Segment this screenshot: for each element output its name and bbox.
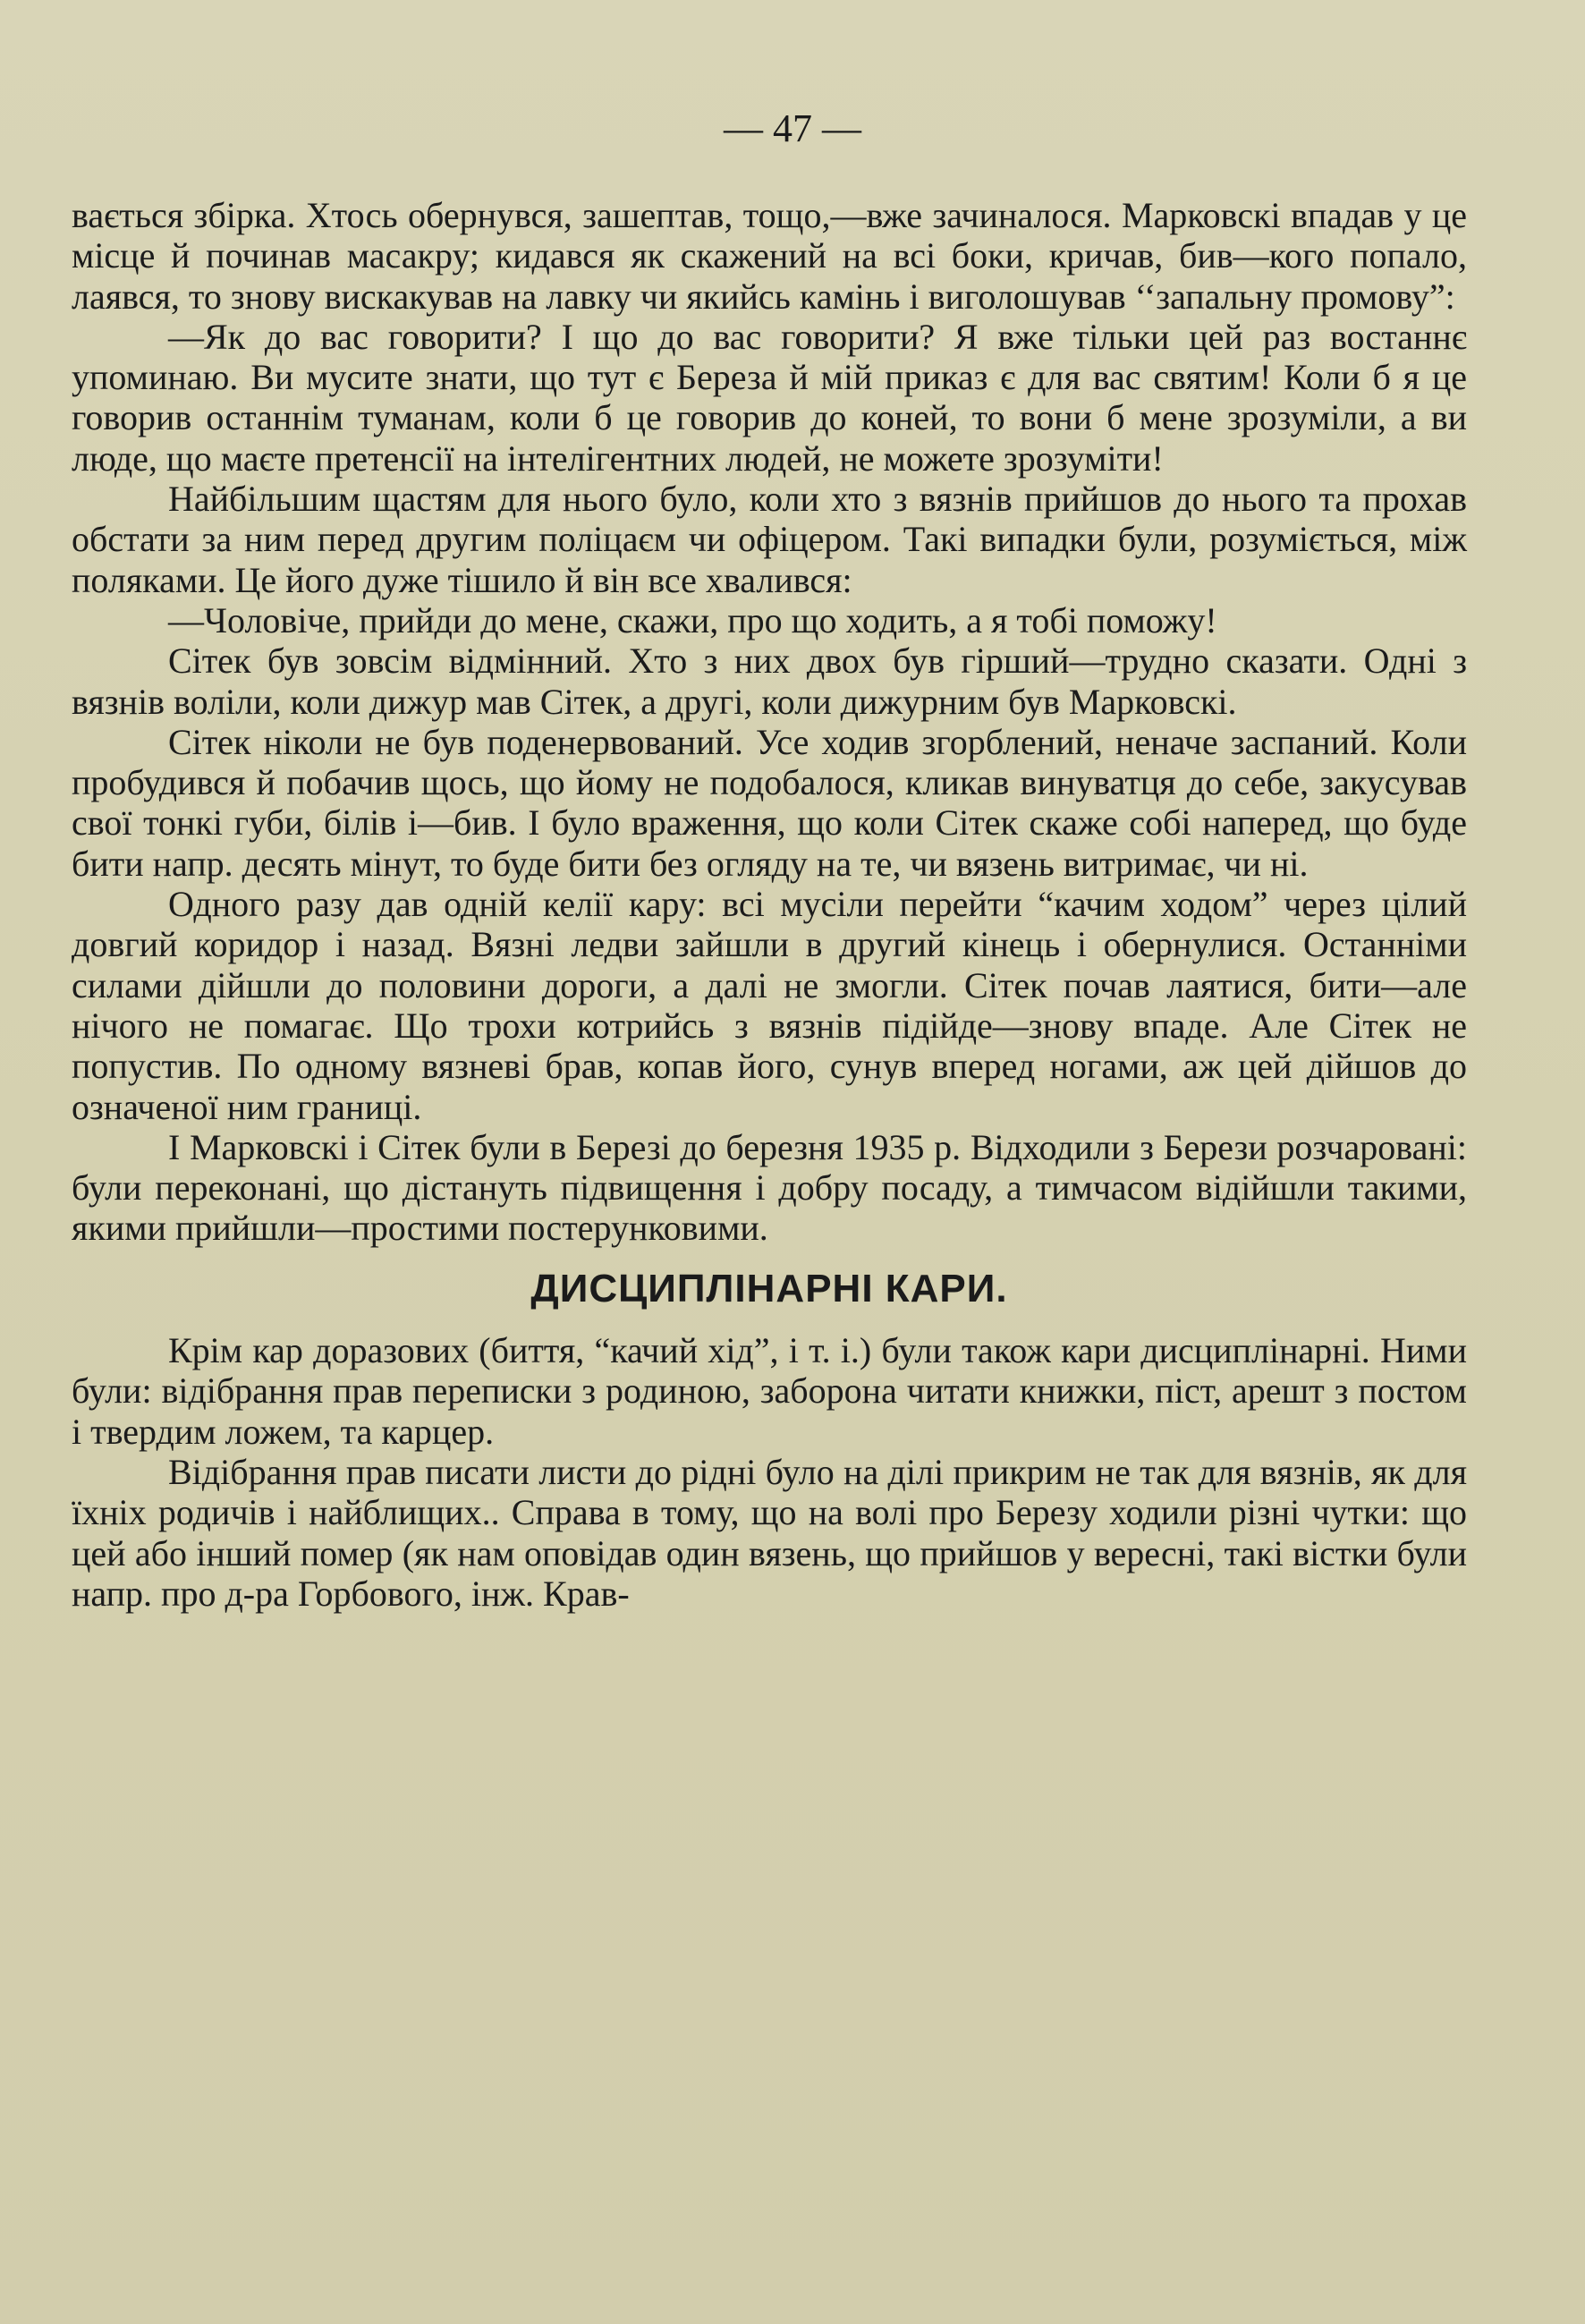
section-heading: ДИСЦИПЛІНАРНІ КАРИ. <box>530 1266 1008 1310</box>
paragraph: —Чоловіче, прийди до мене, скажи, про що ходить, а я тобі поможу! <box>168 599 1217 640</box>
paragraph: Відібрання прав писати листи до рідні було на ділі прикрим не так для вязнів, як для їхніх родичів і найблищих.. Справа в тому, що на волі про Березу ходили різні чутки: що цей або інший помер (як нам оповідав один вязень, що прийшов у вересні, такі вістки були напр. про д-ра Горбового, інж. Крав- <box>72 1451 1467 1614</box>
paragraph: І Марковскі і Сітек були в Березі до березня 1935 р. Відходили з Берези розчаровані: були переконані, що дістануть підвищення і добру посаду, а тимчасом відійшли такими, якими прийшли—простими постерунковими. <box>72 1126 1467 1249</box>
paragraph: —Як до вас говорити? І що до вас говорити? Я вже тільки цей раз востаннє упоминаю. Ви мусите знати, що тут є Береза й мій приказ є для вас святим! Коли б я це говорив останнім туманам, коли б це говорив до коней, то вони б мене зрозуміли, а ви люде, що маєте претенсії на інтелігентних людей, не можете зрозуміти! <box>72 316 1467 479</box>
page-number: — 47 — <box>724 106 861 150</box>
paragraph: Сітек ніколи не був поденервований. Усе ходив згорблений, неначе заспаний. Коли пробудився й побачив щось, що йому не подобалося, кликав винуватця до себе, закусував свої тонкі губи, білів і—бив. І було враження, що коли Сітек скаже собі наперед, що буде бити напр. десять мінут, то буде бити без огляду на те, чи вязень витримає, чи ні. <box>72 721 1467 884</box>
paragraph: Одного разу дав одній келії кару: всі мусіли перейти “качим ходом” через цілий довгий коридор і назад. Вязні ледви зайшли в другий кінець і обернулися. Останніми силами дійшли до половини дороги, а далі не змогли. Сітек почав лаятися, бити—але нічого не помагає. Що трохи котрийсь з вязнів підійде—знову впаде. Але Сітек не попустив. По одному вязневі брав, копав його, сунув вперед ногами, аж цей дійшов до означеної ним границі. <box>72 884 1467 1127</box>
paragraph: Найбільшим щастям для нього було, коли хто з вязнів прийшов до нього та прохав обстати за ним перед другим поліцаєм чи офіцером. Такі випадки були, розуміється, між поляками. Це його дуже тішило й він все хвалився: <box>72 479 1467 600</box>
paragraph: Крім кар доразових (биття, “качий хід”, і т. і.) були також кари дисциплінарні. Ними були: відібрання прав переписки з родиною, заборона читати книжки, піст, арешт з постом і твердим ложем, та карцер. <box>72 1330 1467 1452</box>
page-body <box>72 195 1467 1614</box>
paragraph: вається збірка. Хтось обернувся, зашептав, тощо,—вже зачиналося. Марковскі впадав у це місце й починав масакру; кидався як скажений на всі боки, кричав, бив—кого попало, лаявся, то знову вискакував на лавку чи якийсь камінь і виголошував ‘‘запальну промову”: <box>72 195 1467 317</box>
paragraph: Сітек був зовсім відмінний. Хто з них двох був гірший—трудно сказати. Одні з вязнів воліли, коли дижур мав Сітек, а другі, коли дижурним був Марковскі. <box>72 640 1467 722</box>
